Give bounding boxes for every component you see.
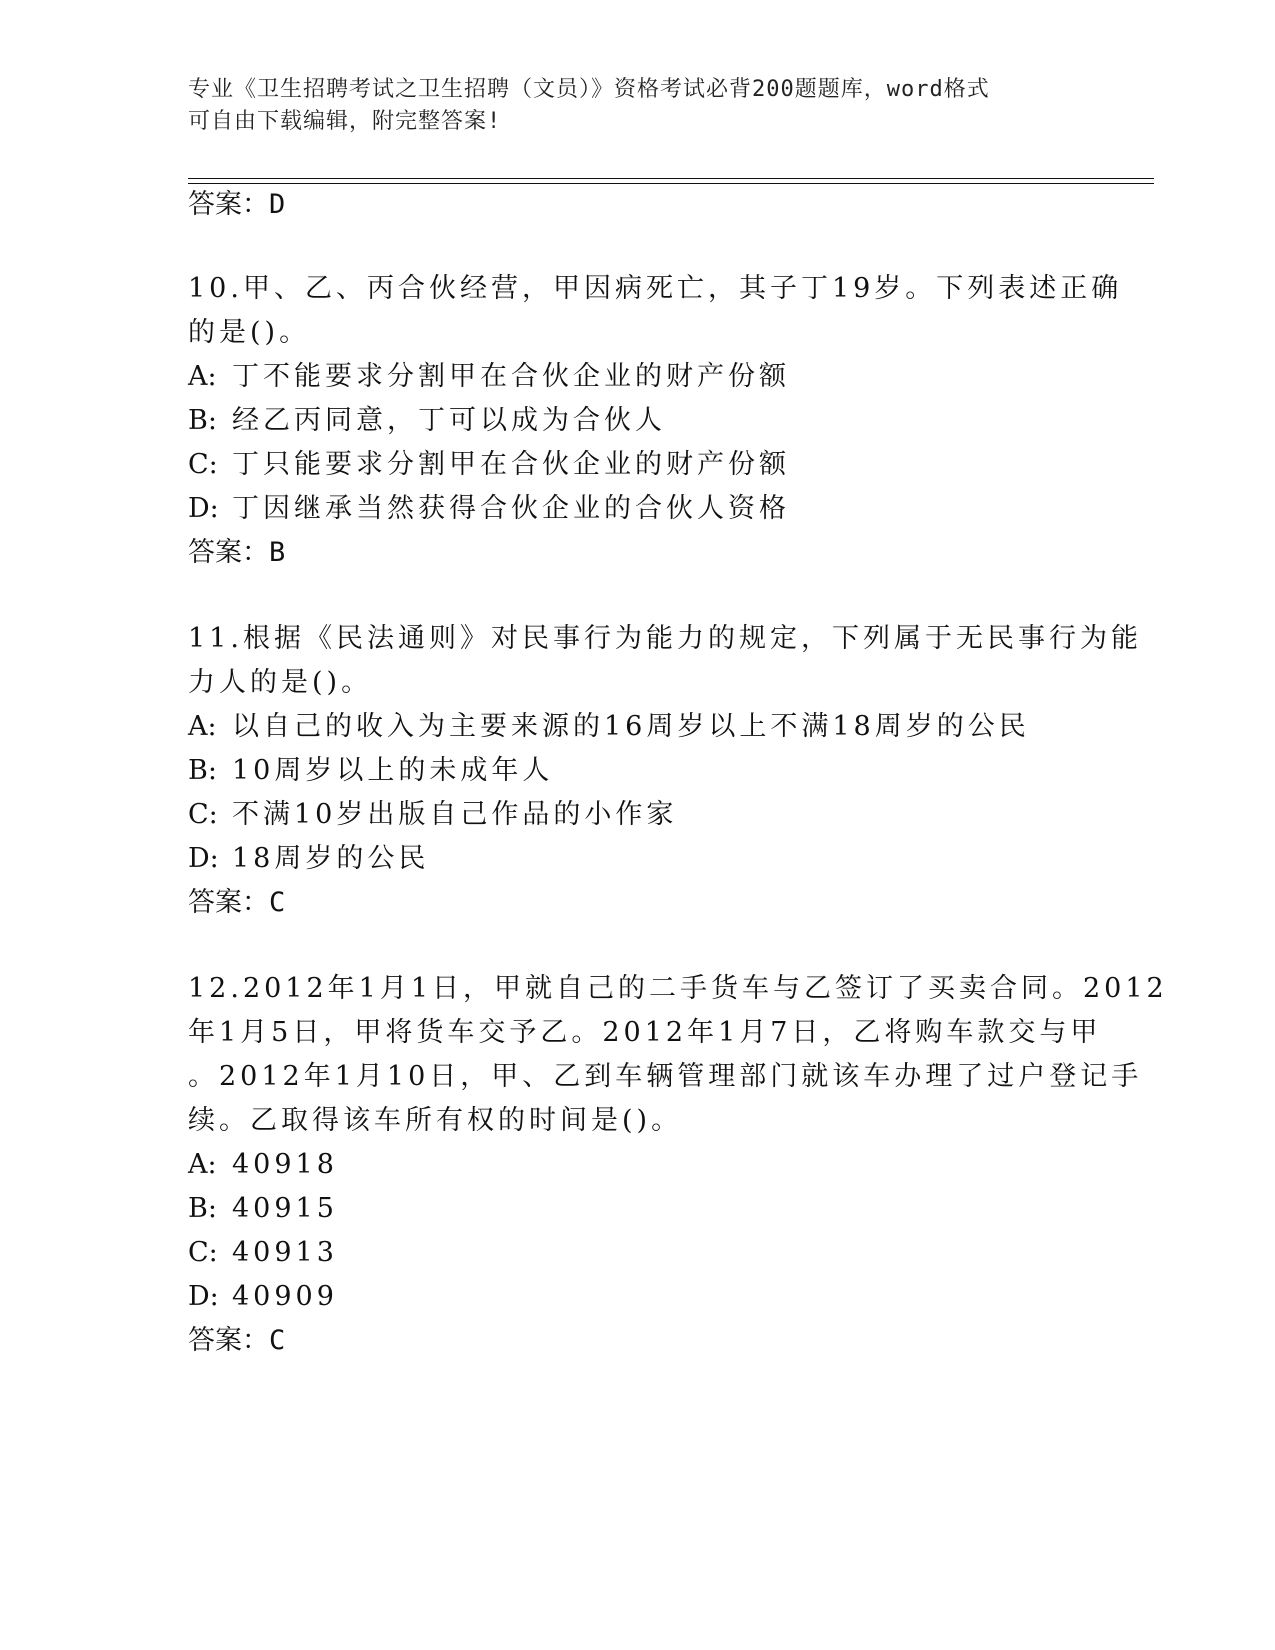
question-stem-line: 的是()。 bbox=[188, 317, 311, 348]
option-letter: A: bbox=[188, 361, 217, 392]
option-a bbox=[188, 710, 1030, 744]
question-stem-line: 年1月5日，甲将货车交予乙。2012年1月7日，乙将购车款交与甲 bbox=[188, 1017, 1102, 1048]
option-c bbox=[188, 448, 790, 482]
option-letter: D: bbox=[188, 493, 219, 524]
option-b bbox=[188, 404, 666, 438]
option-text: 以自己的收入为主要来源的16周岁以上不满18周岁的公民 bbox=[232, 711, 1030, 742]
document-header bbox=[188, 74, 1088, 138]
option-text: 40918 bbox=[232, 1149, 338, 1180]
answer-label: 答案：C bbox=[188, 1325, 286, 1356]
header-rule-top bbox=[188, 178, 1154, 179]
option-text: 经乙丙同意，丁可以成为合伙人 bbox=[232, 405, 666, 436]
header-line-2: 可自由下载编辑，附完整答案! bbox=[188, 109, 502, 134]
option-text: 丁因继承当然获得合伙企业的合伙人资格 bbox=[232, 493, 790, 524]
option-d bbox=[188, 1280, 338, 1314]
option-c bbox=[188, 1236, 338, 1270]
option-letter: A: bbox=[188, 711, 217, 742]
question-stem-line: 续。乙取得该车所有权的时间是()。 bbox=[188, 1105, 683, 1136]
option-text: 18周岁的公民 bbox=[232, 843, 430, 874]
option-letter: C: bbox=[188, 799, 218, 830]
header-rule-bottom bbox=[188, 183, 1154, 184]
question-stem-line: 11.根据《民法通则》对民事行为能力的规定，下列属于无民事行为能 bbox=[188, 623, 1142, 654]
option-text: 40915 bbox=[232, 1193, 338, 1224]
answer-label: 答案：C bbox=[188, 887, 286, 918]
previous-answer: 答案：D bbox=[188, 189, 286, 220]
option-text: 丁不能要求分割甲在合伙企业的财产份额 bbox=[232, 361, 790, 392]
option-letter: D: bbox=[188, 843, 219, 874]
question-stem-line: 力人的是()。 bbox=[188, 667, 373, 698]
option-letter: A: bbox=[188, 1149, 217, 1180]
option-letter: B: bbox=[188, 1193, 217, 1224]
option-text: 40909 bbox=[232, 1281, 338, 1312]
option-text: 10周岁以上的未成年人 bbox=[232, 755, 554, 786]
option-c bbox=[188, 798, 677, 832]
option-d bbox=[188, 492, 790, 526]
option-text: 40913 bbox=[232, 1237, 338, 1268]
option-a bbox=[188, 360, 790, 394]
option-b bbox=[188, 754, 553, 788]
option-letter: D: bbox=[188, 1281, 219, 1312]
option-text: 丁只能要求分割甲在合伙企业的财产份额 bbox=[232, 449, 790, 480]
option-letter: B: bbox=[188, 755, 217, 786]
option-letter: C: bbox=[188, 1237, 218, 1268]
question-stem-line: 。2012年1月10日，甲、乙到车辆管理部门就该车办理了过户登记手 bbox=[188, 1061, 1143, 1092]
option-text: 不满10岁出版自己作品的小作家 bbox=[232, 799, 678, 830]
header-line-1: 专业《卫生招聘考试之卫生招聘（文员）》资格考试必背200题题库，word格式 bbox=[188, 77, 990, 102]
option-letter: C: bbox=[188, 449, 218, 480]
option-a bbox=[188, 1148, 338, 1182]
question-stem-line: 10.甲、乙、丙合伙经营，甲因病死亡，其子丁19岁。下列表述正确 bbox=[188, 273, 1123, 304]
question-stem-line: 12.2012年1月1日，甲就自己的二手货车与乙签订了买卖合同。2012 bbox=[188, 973, 1168, 1004]
option-letter: B: bbox=[188, 405, 217, 436]
answer-label: 答案：B bbox=[188, 537, 286, 568]
option-b bbox=[188, 1192, 338, 1226]
option-d bbox=[188, 842, 429, 876]
